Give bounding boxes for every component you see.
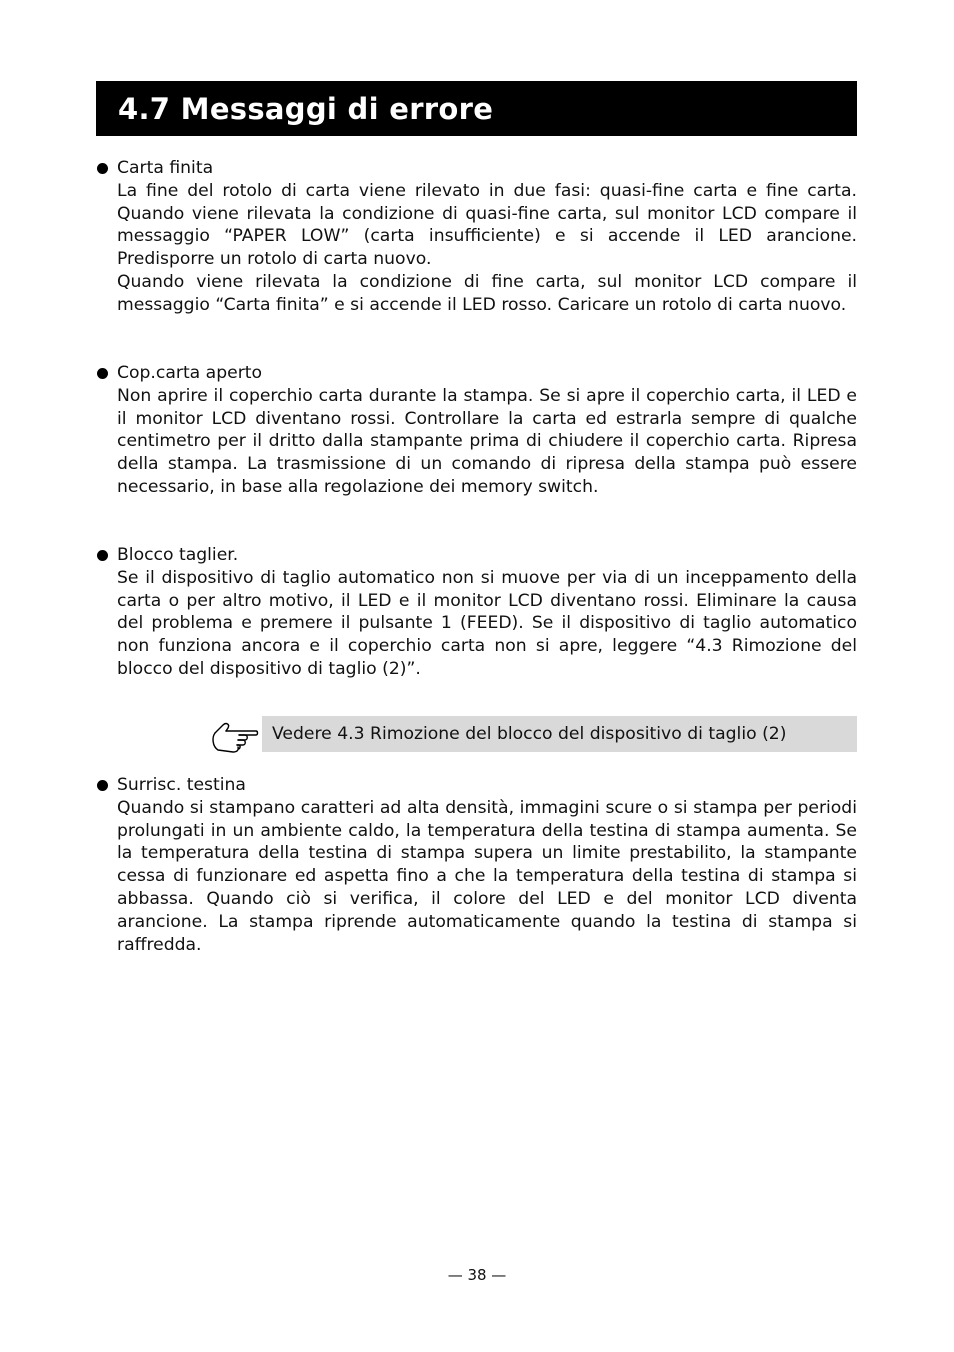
paragraph: Quando viene rilevata la condizione di fine carta, sul monitor LCD compare il messaggio “Carta finita” e si accende il LED rosso. Caricare un rotolo di carta nuovo. (117, 271, 857, 315)
pointing-hand-icon (209, 719, 259, 753)
paragraph: Quando si stampano caratteri ad alta densità, immagini scure o si stampa per periodi prolungati in un ambiente caldo, la temperatura della testina di stampa aumenta. Se la temperatura della testina di stampa supera un limite prestabilito, la stampante cessa di funzionare ed aspetta fino a che la temperatura della testina di stampa si abbassa. Quando ciò si verifica, il colore del LED e del monitor LCD diventa arancione. La stampa riprende automaticamente quando la testina di stampa si raffredda. (117, 797, 857, 955)
error-section-cutter-lock (96, 544, 857, 681)
page-number: — 38 — (447, 1266, 507, 1284)
error-heading: Surrisc. testina (117, 775, 246, 795)
error-description (117, 797, 857, 957)
bullet-icon (97, 780, 108, 791)
error-section-cover-open (96, 362, 857, 499)
paragraph: Non aprire il coperchio carta durante la stampa. Se si apre il coperchio carta, il LED e il monitor LCD diventano rossi. Controllare la carta ed estrarla sempre di qualche centimetro per il dritto dalla stampante prima di chiudere il coperchio carta. Ripresa della stampa. La trasmissione di un comando di ripresa della stampa può essere necessario, in base alla regolazione dei memory switch. (117, 385, 857, 497)
bullet-icon (97, 550, 108, 561)
paragraph: La fine del rotolo di carta viene rilevato in due fasi: quasi-fine carta e fine carta. Quando viene rilevata la condizione di quasi-fine carta, sul monitor LCD compare il messaggio “PAPER LOW” (carta insufficiente) e si accende il LED arancione. Predisporre un rotolo di carta nuovo. (117, 180, 857, 270)
error-heading: Blocco taglier. (117, 545, 239, 565)
error-heading: Carta finita (117, 158, 214, 178)
paragraph: Se il dispositivo di taglio automatico non si muove per via di un inceppamento della carta o per altro motivo, il LED e il monitor LCD diventano rossi. Eliminare la causa del problema e premere il pulsante 1 (FEED). Se il dispositivo di taglio automatico non funziona ancora e il coperchio carta non si apre, leggere “4.3 Rimozione del blocco del dispositivo di taglio (2)”. (117, 567, 857, 679)
reference-note-box (262, 716, 857, 752)
bullet-icon (97, 163, 108, 174)
section-title: 4.7 Messaggi di errore (118, 91, 494, 126)
error-section-paper-end (96, 157, 857, 317)
error-description (117, 385, 857, 499)
bullet-icon (97, 368, 108, 379)
error-description (117, 180, 857, 317)
reference-note (209, 716, 857, 752)
error-description (117, 567, 857, 681)
error-heading: Cop.carta aperto (117, 363, 263, 383)
section-title-bar (96, 81, 857, 136)
error-section-head-overheat (96, 774, 857, 956)
reference-note-text: Vedere 4.3 Rimozione del blocco del dispositivo di taglio (2) (272, 724, 787, 744)
